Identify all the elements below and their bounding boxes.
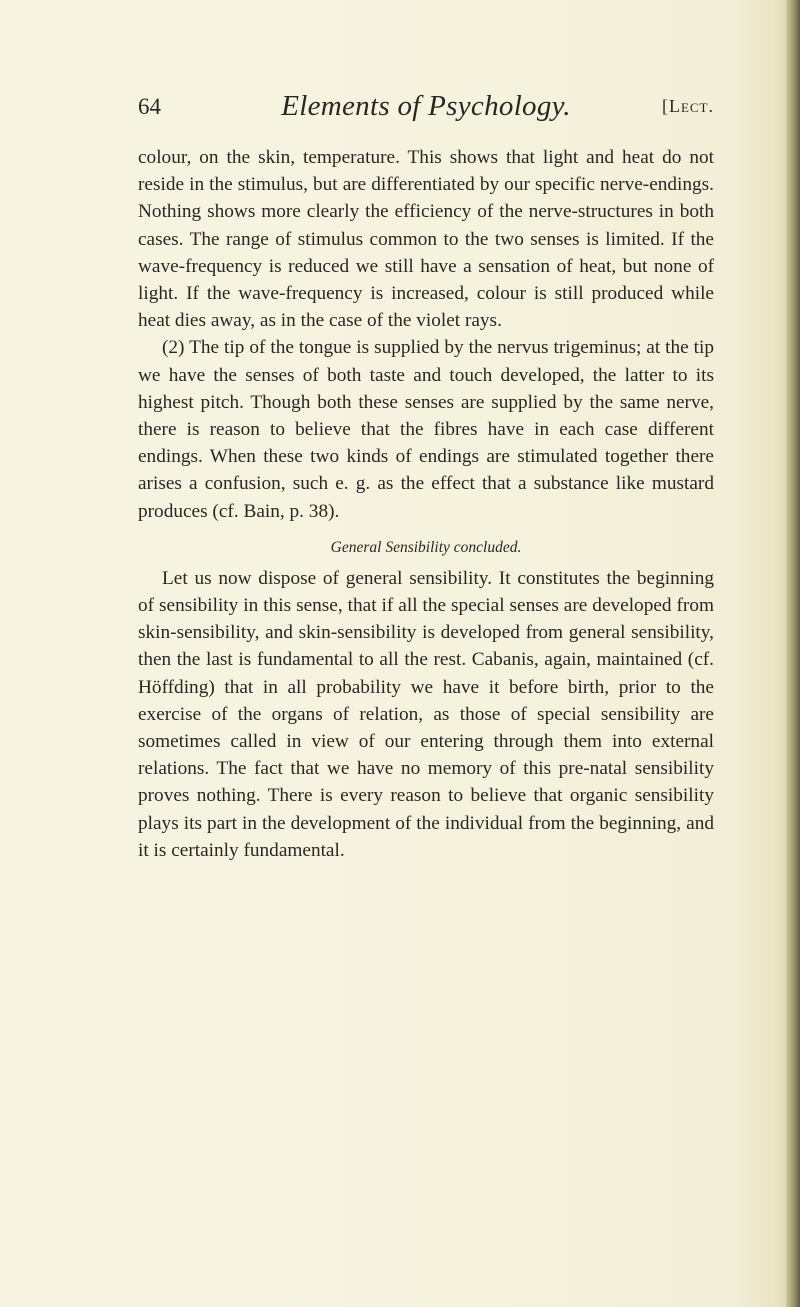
paragraph-tongue: (2) The tip of the tongue is supplied by the nervus trigeminus; at the tip we have the senses of both taste and touch developed, the latter to its highest pitch. Though both these senses are supplied by the same nerve, there is reason to believe that the fibres have in each case different endings. When these two kinds of endings are stimulated together there arises a confusion, such e. g. as the effect that a substance like mustard produces (cf. Bain, p. 38).	[138, 337, 714, 522]
section-heading: General Sensibility concluded.	[330, 538, 522, 556]
running-title: Elements of Psychology.	[281, 90, 571, 122]
page-body	[138, 144, 714, 864]
paragraph-general-sensibility: Let us now dispose of general sensibility. It constitutes the beginning of sensibility in this sense, that if all the special senses are developed from skin-sensibility, and skin-sensibility is developed from general sensibility, then the last is fundamental to all the rest. Cabanis, again, maintained (cf. Höffding) that in all probability we have it before birth, prior to the exercise of the organs of relation, as those of special sensibility are sometimes called in view of our entering through them into external relations. The fact that we have no memory of this pre-natal sensibility proves nothing. There is every reason to believe that organic sensibility plays its part in the development of the individual from the beginning, and it is certainly fundamental.	[138, 567, 714, 861]
page-edge-shadow	[786, 0, 800, 1307]
lecture-mark: [Lect.	[661, 96, 714, 116]
page-number: 64	[138, 94, 161, 119]
page-header	[138, 90, 714, 130]
paragraph-colour-heat: colour, on the skin, temperature. This shows that light and heat do not reside in the stimulus, but are differentiated by our specific nerve-endings. Nothing shows more clearly the efficiency of the nerve-structures in both cases. The range of stimulus common to the two senses is limited. If the wave-frequency is reduced we still have a sensation of heat, but none of light. If the wave-frequency is increased, colour is still produced while heat dies away, as in the case of the violet rays.	[138, 147, 714, 332]
